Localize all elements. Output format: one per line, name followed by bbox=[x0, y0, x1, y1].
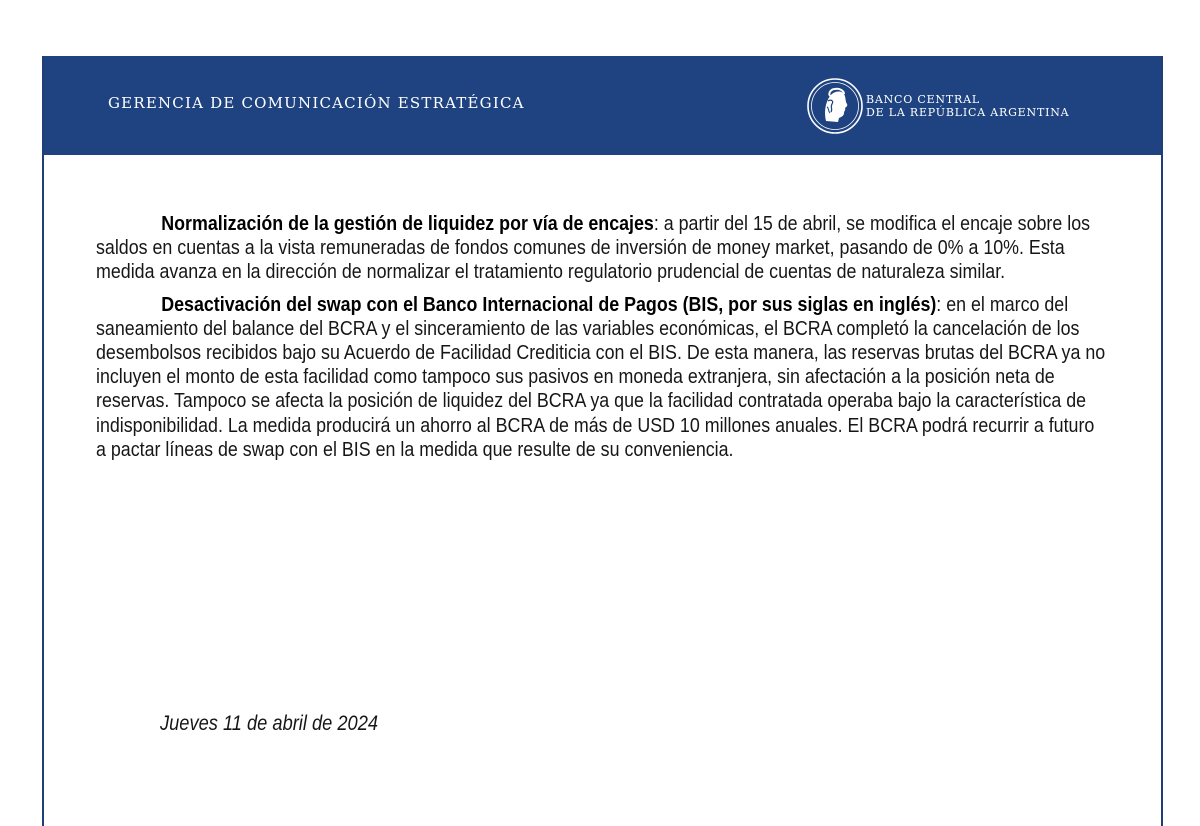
document-date: Jueves 11 de abril de 2024 bbox=[160, 712, 379, 735]
bank-name-line1: BANCO CENTRAL bbox=[866, 93, 980, 106]
department-title: GERENCIA DE COMUNICACIÓN ESTRATÉGICA bbox=[108, 94, 525, 112]
document-body bbox=[96, 212, 1106, 470]
bank-name-line2: DE LA REPÚBLICA ARGENTINA bbox=[866, 106, 1070, 119]
paragraph-encajes bbox=[96, 212, 1105, 285]
document-header bbox=[44, 56, 1161, 155]
paragraph-swap-bis bbox=[96, 293, 1105, 462]
document-page bbox=[42, 56, 1163, 826]
paragraph-heading: Desactivación del swap con el Banco Internacional de Pagos (BIS, por sus siglas en inglés) bbox=[161, 292, 937, 316]
bcra-logo-icon bbox=[806, 77, 864, 135]
paragraph-heading: Normalización de la gestión de liquidez por vía de encajes bbox=[161, 212, 654, 235]
paragraph-text: : en el marco del saneamiento del balance del BCRA y el sinceramiento de las variables económicas, el BCRA completó la cancelación de los desembolsos recibidos bajo su Acuerdo de Facilidad Crediticia con el BIS. De esta manera, las reservas brutas del BCRA ya no incluyen el monto de esta facilidad como tampoco sus pasivos en moneda extranjera, sin afectación a la posición neta de reservas. Tampoco se afecta la posición de liquidez del BCRA ya que la facilidad contratada operaba bajo la característica de indisponibilidad. La medida producirá un ahorro al BCRA de más de USD 10 millones anuales. El BCRA podrá recurrir a futuro a pactar líneas de swap con el BIS en la medida que resulte de su conveniencia. bbox=[96, 292, 1106, 461]
bank-name bbox=[866, 93, 1069, 119]
paragraph-text: : a partir del 15 de abril, se modifica el encaje sobre los saldos en cuentas a la vista remuneradas de fondos comunes de inversión de money market, pasando de 0% a 10%. Esta medida avanza en la dirección de normalizar el tratamiento regulatorio prudencial de cuentas de naturaleza similar. bbox=[96, 212, 1091, 284]
